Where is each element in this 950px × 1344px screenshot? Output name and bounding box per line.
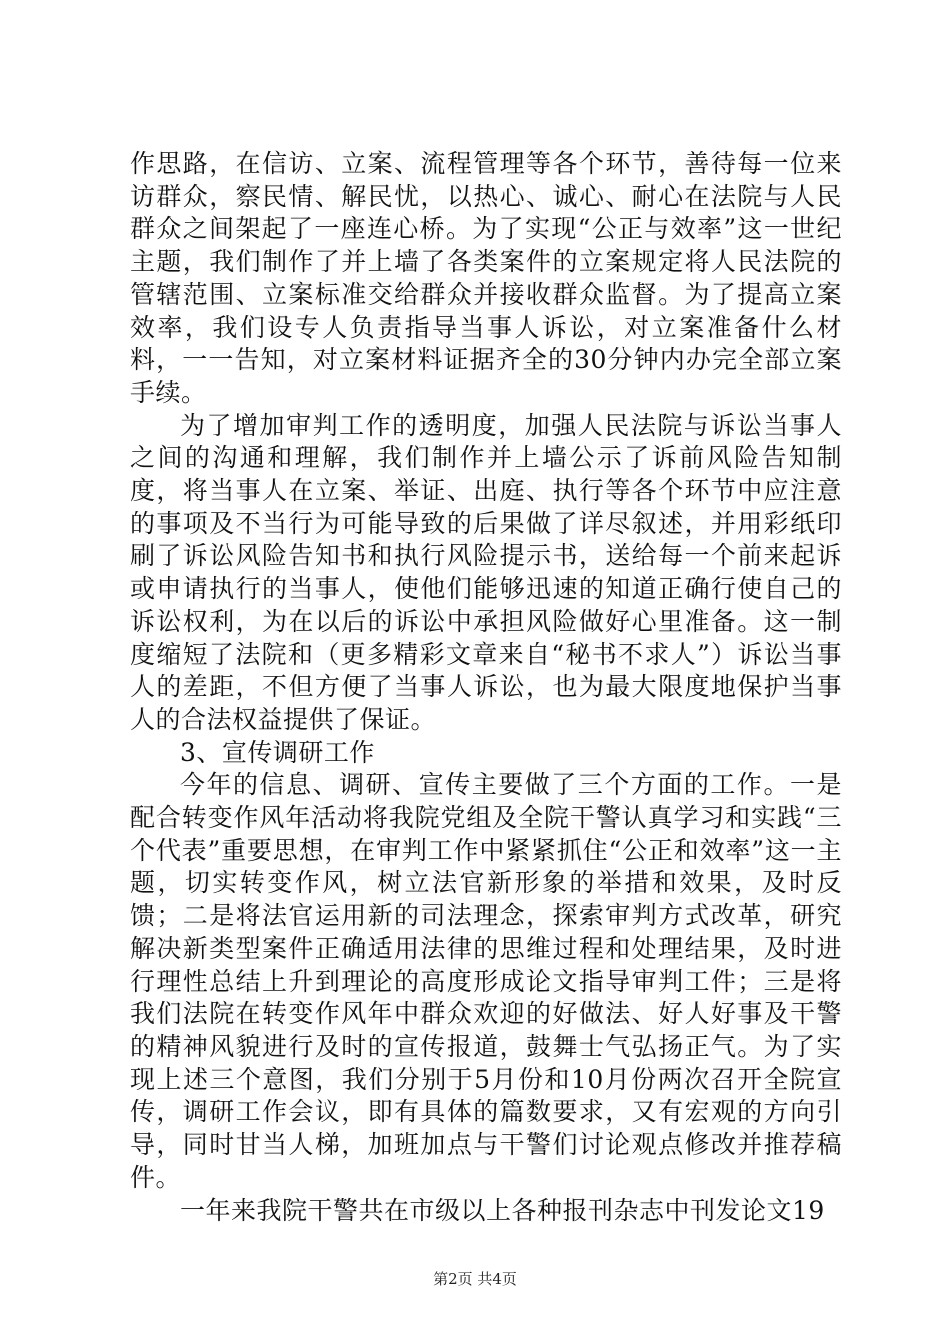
paragraph-annual-summary: 一年来我院干警共在市级以上各种报刊杂志中刊发论文19 — [180, 1195, 825, 1225]
paragraph-publicity-work: 今年的信息、调研、宣传主要做了三个方面的工作。一是配合转变作风年活动将我院党组及全院干警认真学习和实践“三个代表”重要思想，在审判工作中紧紧抓住“公正和效率”这一主题，切实转变作风，树立法官新形象的举措和效果，及时反馈；二是将法官运用新的司法理念，探索审判方式改革，研究解决新类型案件正确适用法律的思维过程和处理结果，及时进行理性总结上升到理论的高度形成论文指导审判工件；三是将我们法院在转变作风年中群众欢迎的好做法、好人好事及干警的精神风貌进行及时的宣传报道，鼓舞士气弘扬正气。为了实现上述三个意图，我们分别于5月份和10月份两次召开全院宣传，调研工作会议，即有具体的篇数要求，又有宏观的方向引导，同时甘当人梯，加班加点与干警们讨论观点修改并推荐稿件。 — [130, 770, 842, 1192]
page-number-footer: 第2页 共4页 — [433, 1270, 517, 1288]
section-heading-publicity-research: 3、宣传调研工作 — [180, 737, 375, 767]
paragraph-continuation: 作思路，在信访、立案、流程管理等各个环节，善待每一位来访群众，察民情、解民忧，以热心、诚心、耐心在法院与人民群众之间架起了一座连心桥。为了实现“公正与效率”这一世纪主题，我们制作了并上墙了各类案件的立案规定将人民法院的管辖范围、立案标准交给群众并接收群众监督。为了提高立案效率，我们设专人负责指导当事人诉讼，对立案准备什么材料，一一告知，对立案材料证据齐全的30分钟内办完全部立案手续。 — [130, 149, 842, 407]
document-body — [130, 148, 842, 1227]
paragraph-risk-notice: 为了增加审判工作的透明度，加强人民法院与诉讼当事人之间的沟通和理解，我们制作并上墙公示了诉前风险告知制度，将当事人在立案、举证、出庭、执行等各个环节中应注意的事项及不当行为可能导致的后果做了详尽叙述，并用彩纸印刷了诉讼风险告知书和执行风险提示书，送给每一个前来起诉或申请执行的当事人，使他们能够迅速的知道正确行使自己的诉讼权利，为在以后的诉讼中承担风险做好心里准备。这一制度缩短了法院和（更多精彩文章来自“秘书不求人”）诉讼当事人的差距，不但方便了当事人诉讼，也为最大限度地保护当事人的合法权益提供了保证。 — [130, 410, 842, 734]
